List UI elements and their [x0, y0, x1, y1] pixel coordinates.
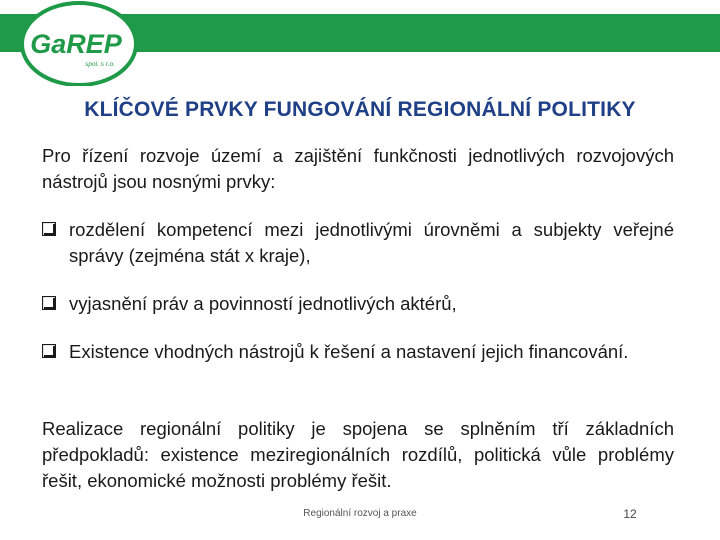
- list-item: [42, 339, 674, 365]
- list-item-text: rozdělení kompetencí mezi jednotlivými úrovněmi a subjekty veřejné správy (zejména stát x kraje),: [69, 219, 674, 266]
- list-item-text: Existence vhodných nástrojů k řešení a nastavení jejich financování.: [69, 341, 629, 362]
- conclusion-paragraph: Realizace regionální politiky je spojena se splněním tří základních předpokladů: existence meziregionálních rozdílů, politická vůle problémy řešit, ekonomické možnosti problémy řešit.: [42, 418, 674, 491]
- list-item-text: vyjasnění práv a povinností jednotlivých aktérů,: [69, 293, 457, 314]
- page-number: 12: [623, 507, 637, 521]
- logo-subtext: spol. s r.o.: [85, 61, 115, 68]
- list-item: [42, 291, 674, 317]
- checkbox-bullet-icon: [42, 344, 56, 358]
- intro-paragraph: Pro řízení rozvoje území a zajištění funkčnosti jednotlivých rozvojových nástrojů jsou nosnými prvky:: [42, 145, 674, 192]
- checkbox-bullet-icon: [42, 296, 56, 310]
- list-item: [42, 217, 674, 269]
- footer-text: Regionální rozvoj a praxe: [303, 508, 417, 519]
- logo-wordmark: GaREP: [30, 29, 122, 59]
- slide-title: KLÍČOVÉ PRVKY FUNGOVÁNÍ REGIONÁLNÍ POLITIKY: [84, 98, 636, 121]
- checkbox-bullet-icon: [42, 222, 56, 236]
- garep-logo: [18, 0, 140, 86]
